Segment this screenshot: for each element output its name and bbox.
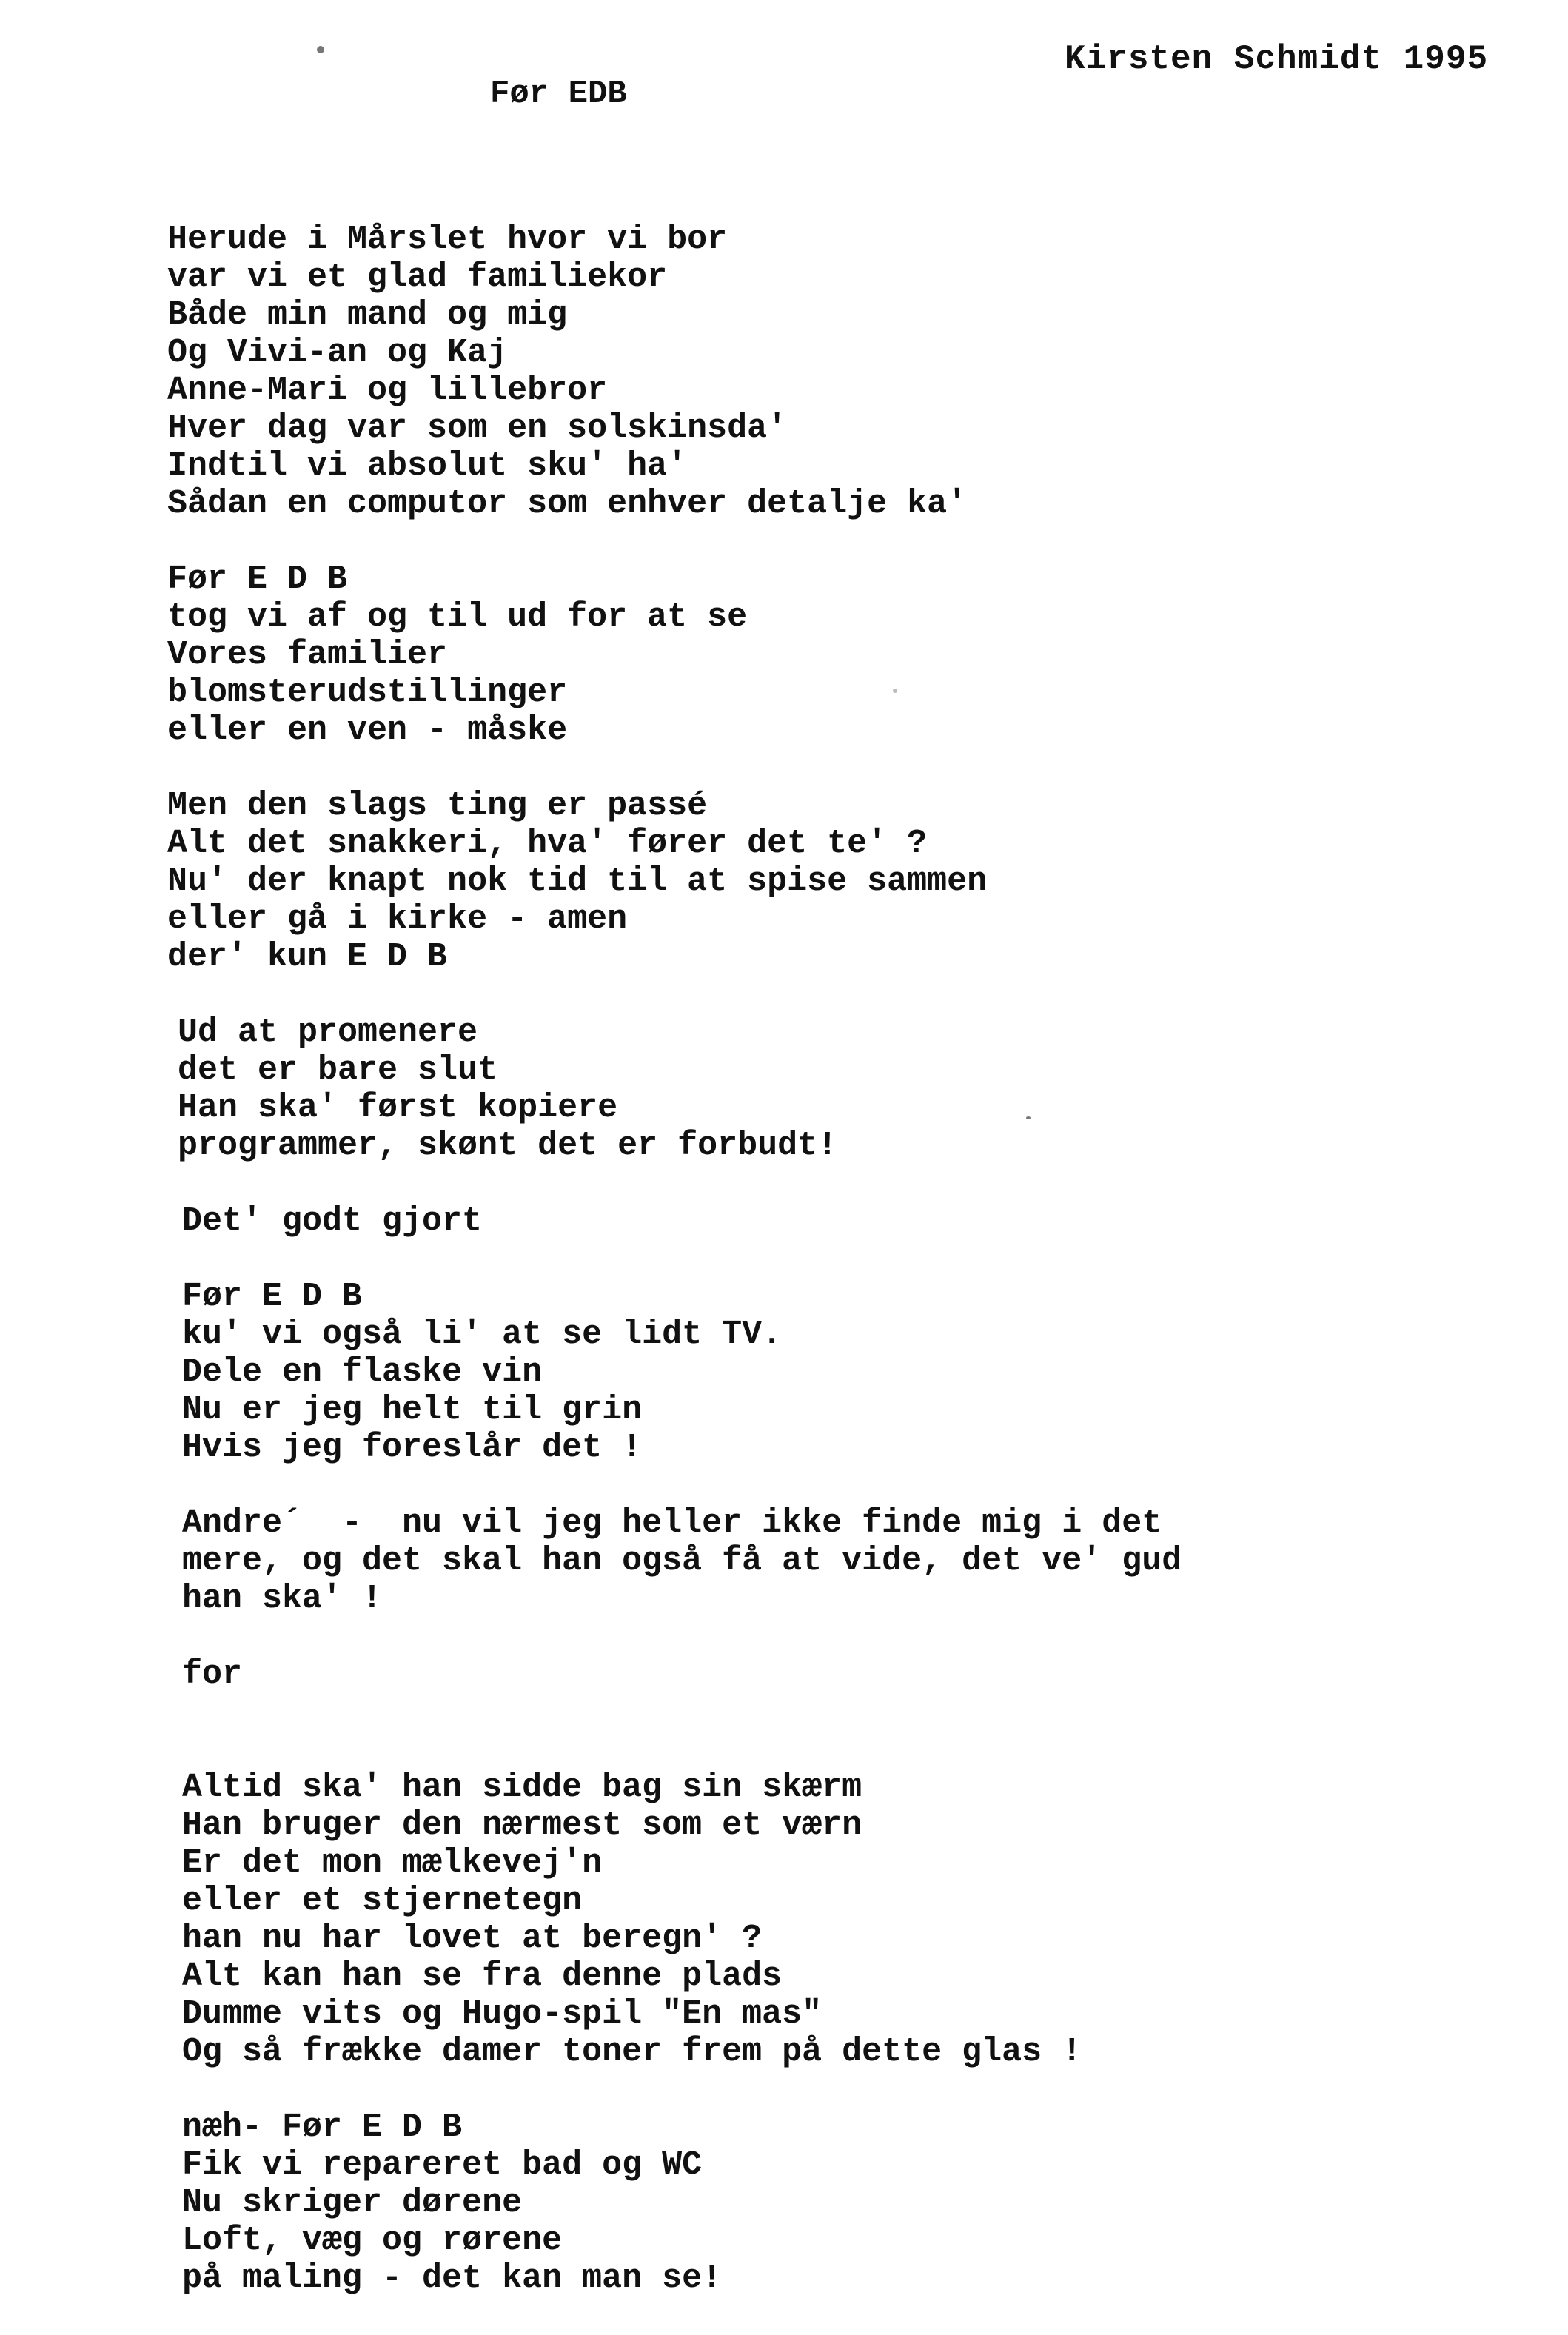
poem-line: programmer, skønt det er forbudt! [178,1127,838,1165]
poem-line: tog vi af og til ud for at se [167,598,748,636]
poem-line: Alt det snakkeri, hva' fører det te' ? [167,825,928,862]
poem-line: Før E D B [167,560,348,598]
poem-line: næh- Før E D B [182,2108,463,2146]
poem-line: Loft, væg og rørene [182,2222,563,2259]
poem-line: han nu har lovet at beregn' ? [182,1920,763,1957]
stanza-2 [167,560,1544,749]
poem-line: Herude i Mårslet hvor vi bor [167,221,728,258]
poem-line: blomsterudstillinger [167,674,568,711]
poem-line: Og Vivi-an og Kaj [167,334,508,372]
stanza-7 [182,1504,1544,1618]
poem-line: Hvis jeg foreslår det ! [182,1429,643,1467]
poem-title: Før EDB [490,76,627,113]
poem-line: eller en ven - måske [167,711,568,749]
poem-line: Før E D B [182,1278,363,1316]
poem-line: mere, og det skal han også få at vide, det ve' gud [182,1542,1182,1580]
poem-body [167,221,1544,2335]
poem-line: han ska' ! [182,1580,383,1618]
poem-line: Han bruger den nærmest som et værn [182,1806,862,1844]
poem-line: eller gå i kirke - amen [167,900,628,938]
poem-line: Er det mon mælkevej'n [182,1844,603,1882]
poem-line: Indtil vi absolut sku' ha' [167,447,688,485]
poem-line: Hver dag var som en solskinsda' [167,409,788,447]
poem-line: der' kun E D B [167,938,448,976]
poem-line: Og så frække damer toner frem på dette glas ! [182,2033,1082,2071]
poem-line: Han ska' først kopiere [178,1089,618,1127]
stanza-5 [182,1202,1544,1240]
poem-line: Alt kan han se fra denne plads [182,1957,783,1995]
stanza-9 [182,1769,1544,2071]
poem-line: Altid ska' han sidde bag sin skærm [182,1769,862,1806]
poem-line: på maling - det kan man se! [182,2259,723,2297]
poem-line: ku' vi også li' at se lidt TV. [182,1316,783,1353]
poem-line: Fik vi repareret bad og WC [182,2146,703,2184]
poem-line: Både min mand og mig [167,296,568,334]
stanza-4 [178,1014,1544,1165]
poem-line: Anne-Mari og lillebror [167,372,608,409]
poem-line: Nu er jeg helt til grin [182,1391,643,1429]
paper-speck [317,46,324,53]
stanza-6 [182,1278,1544,1467]
poem-line: det er bare slut [178,1051,498,1089]
stanza-1 [167,221,1544,523]
poem-line: Sådan en computor som enhver detalje ka' [167,485,968,523]
stanza-10 [182,2108,1544,2297]
poem-line: for [182,1655,243,1693]
poem-line: Andre´ - nu vil jeg heller ikke finde mig i det [182,1504,1162,1542]
poem-line: Dumme vits og Hugo-spil "En mas" [182,1995,822,2033]
poem-line: eller et stjernetegn [182,1882,583,1920]
author-date: Kirsten Schmidt 1995 [1065,40,1489,78]
poem-line: Nu' der knapt nok tid til at spise sammen [167,862,988,900]
poem-line: Men den slags ting er passé [167,787,708,825]
stanza-3 [167,787,1544,976]
poem-line: Dele en flaske vin [182,1353,543,1391]
poem-line: Ud at promenere [178,1014,478,1051]
poem-line: Det' godt gjort [182,1202,483,1240]
poem-line: var vi et glad familiekor [167,258,668,296]
poem-line: Nu skriger dørene [182,2184,523,2222]
poem-line: Vores familier [167,636,448,674]
stanza-8 [182,1655,1544,1693]
